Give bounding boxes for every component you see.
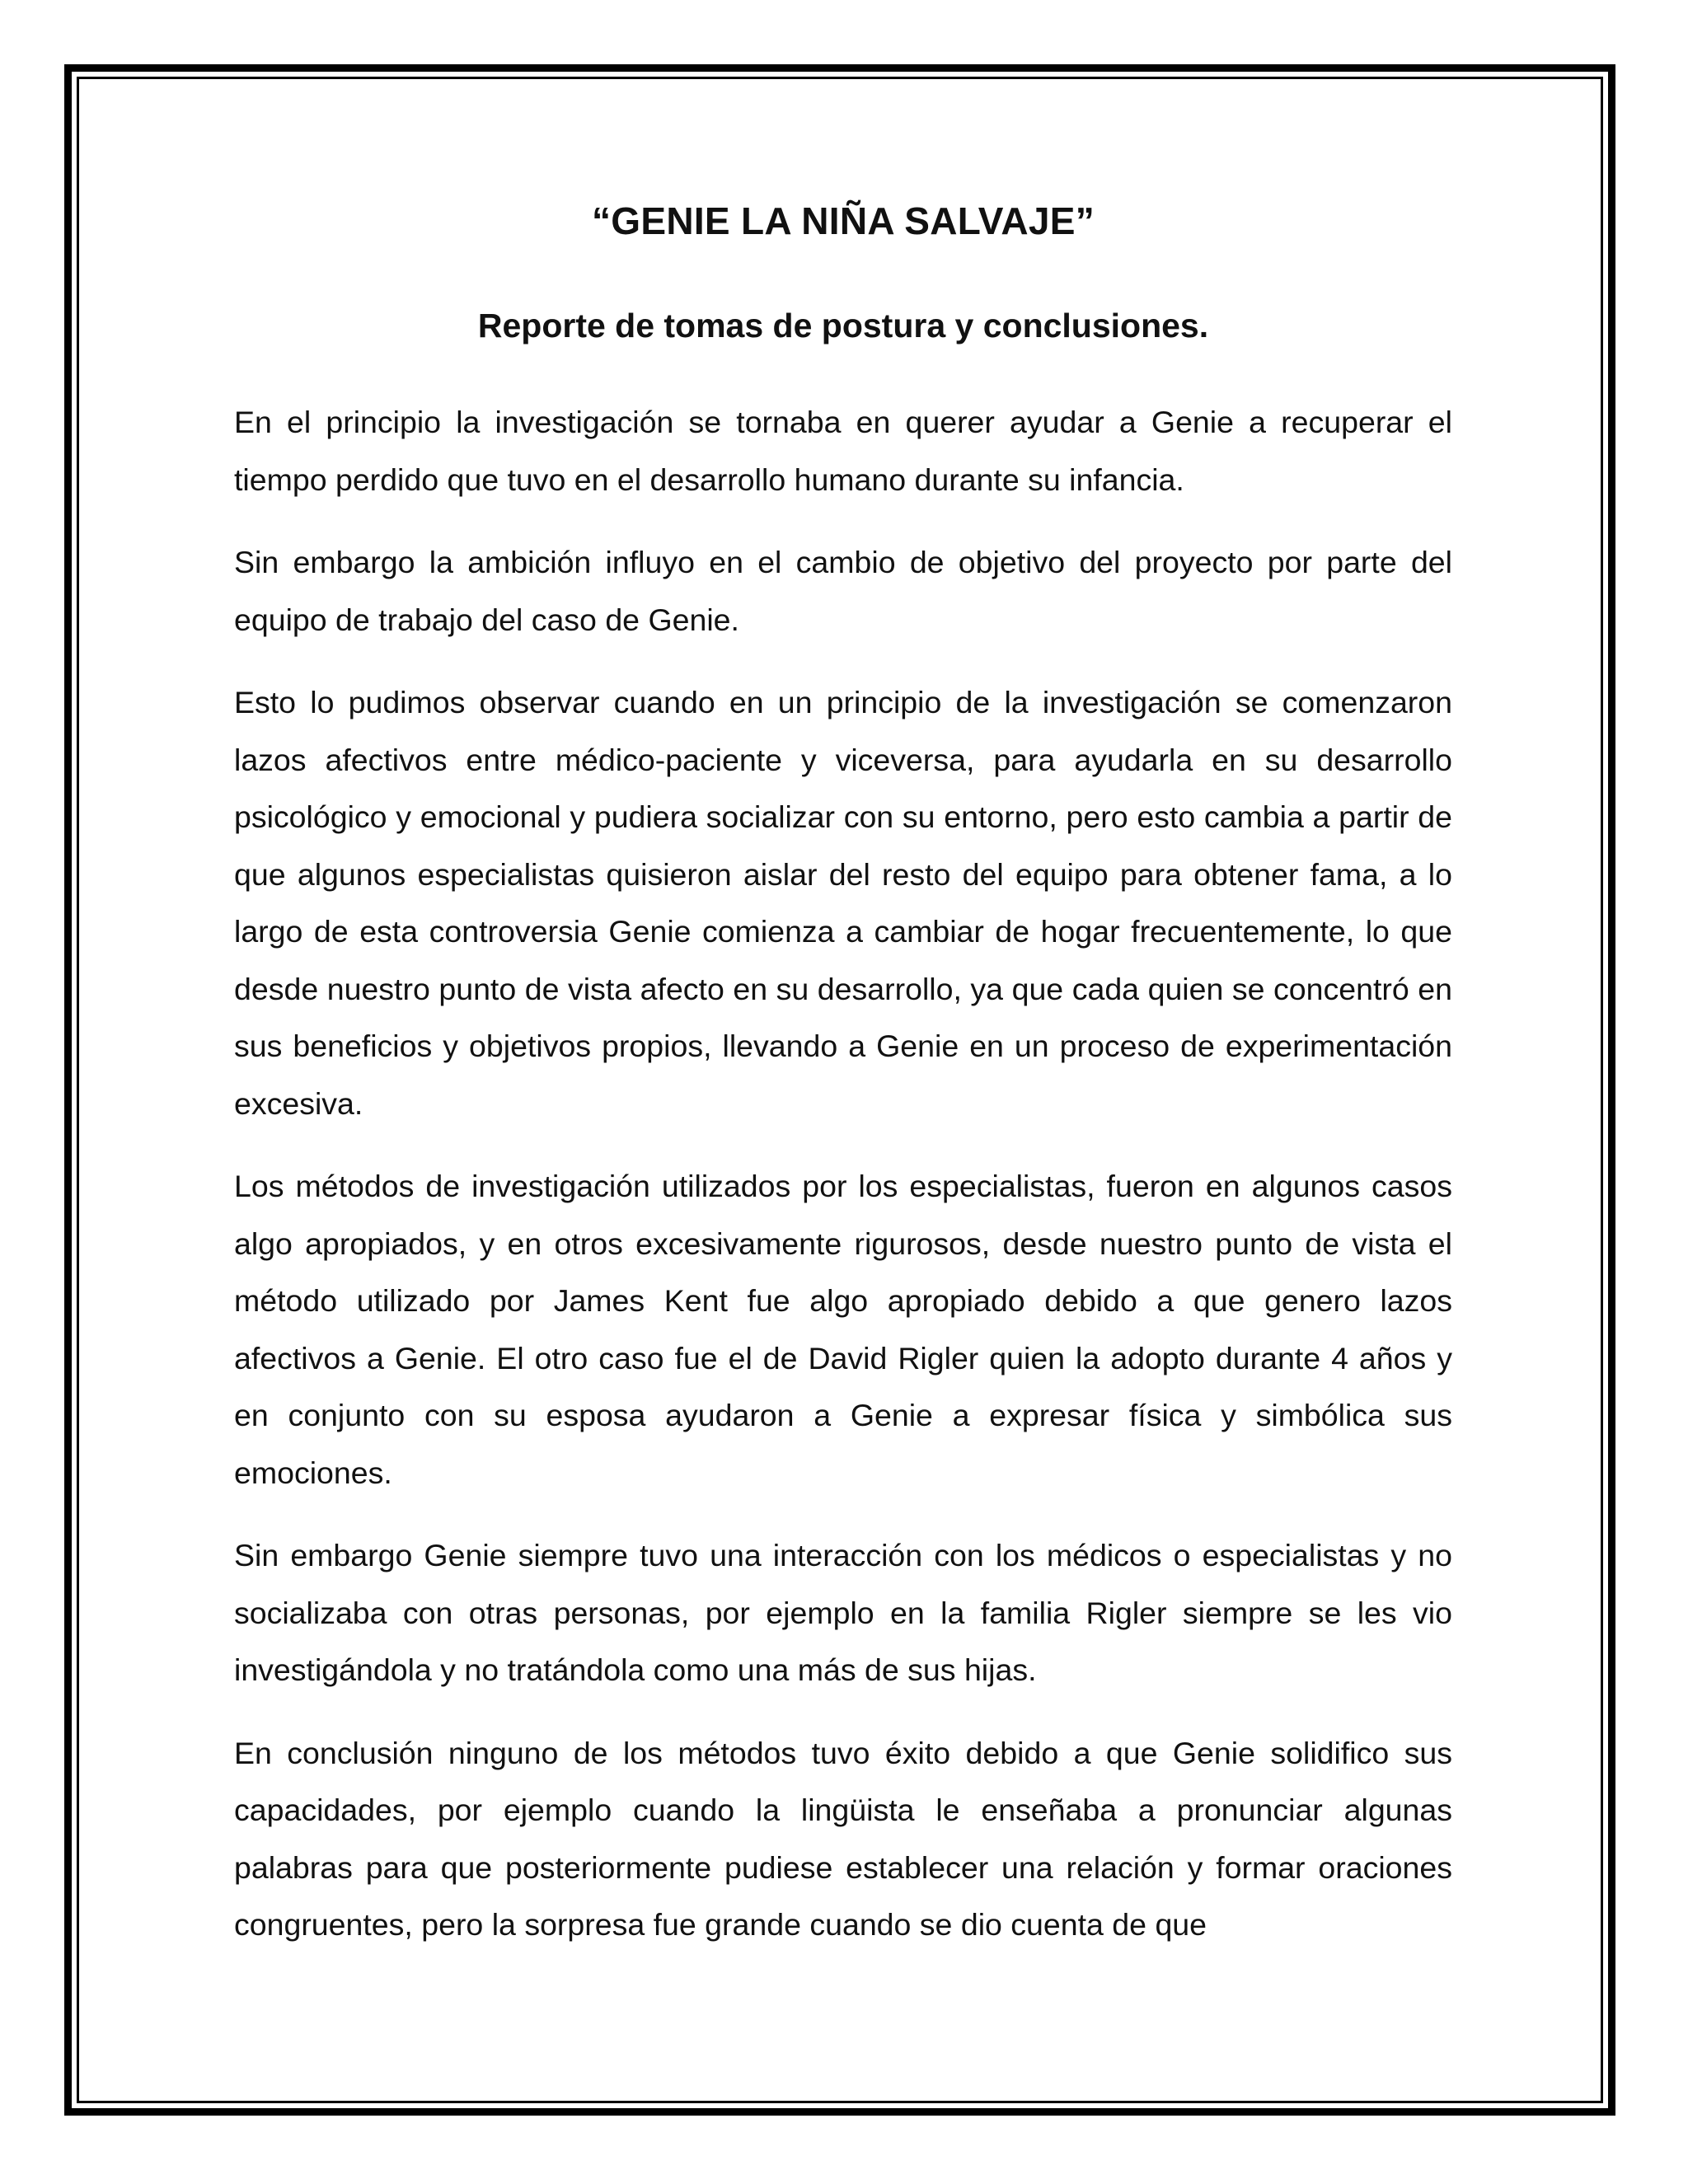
- document-subtitle: Reporte de tomas de postura y conclusiones.: [477, 307, 1209, 344]
- document-body: [234, 188, 1452, 1954]
- paragraph-4: Los métodos de investigación utilizados por los especialistas, fueron en algunos casos algo apropiados, y en otros excesivamente rigurosos, desde nuestro punto de vista el método utilizado por James Kent fue algo apropiado debido a que genero lazos afectivos a Genie. El otro caso fue el de David Rigler quien la adopto durante 4 años y en conjunto con su esposa ayudaron a Genie a expresar física y simbólica sus emociones.: [234, 1169, 1452, 1490]
- paragraph-3: Esto lo pudimos observar cuando en un principio de la investigación se comenzaron lazos afectivos entre médico-paciente y viceversa, para ayudarla en su desarrollo psicológico y emocional y pudiera socializar con su entorno, pero esto cambia a partir de que algunos especialistas quisieron aislar del resto del equipo para obtener fama, a lo largo de esta controversia Genie comienza a cambiar de hogar frecuentemente, lo que desde nuestro punto de vista afecto en su desarrollo, ya que cada quien se concentró en sus beneficios y objetivos propios, llevando a Genie en un proceso de experimentación excesiva.: [234, 685, 1452, 1121]
- paragraph-5: Sin embargo Genie siempre tuvo una interacción con los médicos o especialistas y no socializaba con otras personas, por ejemplo en la familia Rigler siempre se les vio investigándola y no tratándola como una más de sus hijas.: [234, 1538, 1452, 1687]
- document-title: “GENIE LA NIÑA SALVAJE”: [591, 199, 1095, 242]
- paragraph-1: En el principio la investigación se tornaba en querer ayudar a Genie a recuperar el tiempo perdido que tuvo en el desarrollo humano durante su infancia.: [234, 405, 1452, 497]
- paragraph-2: Sin embargo la ambición influyo en el cambio de objetivo del proyecto por parte del equipo de trabajo del caso de Genie.: [234, 545, 1452, 637]
- paragraph-6: En conclusión ninguno de los métodos tuvo éxito debido a que Genie solidifico sus capacidades, por ejemplo cuando la lingüista le enseñaba a pronunciar algunas palabras para que posteriormente pudiese establecer una relación y formar oraciones congruentes, pero la sorpresa fue grande cuando se dio cuenta de que: [234, 1735, 1452, 1942]
